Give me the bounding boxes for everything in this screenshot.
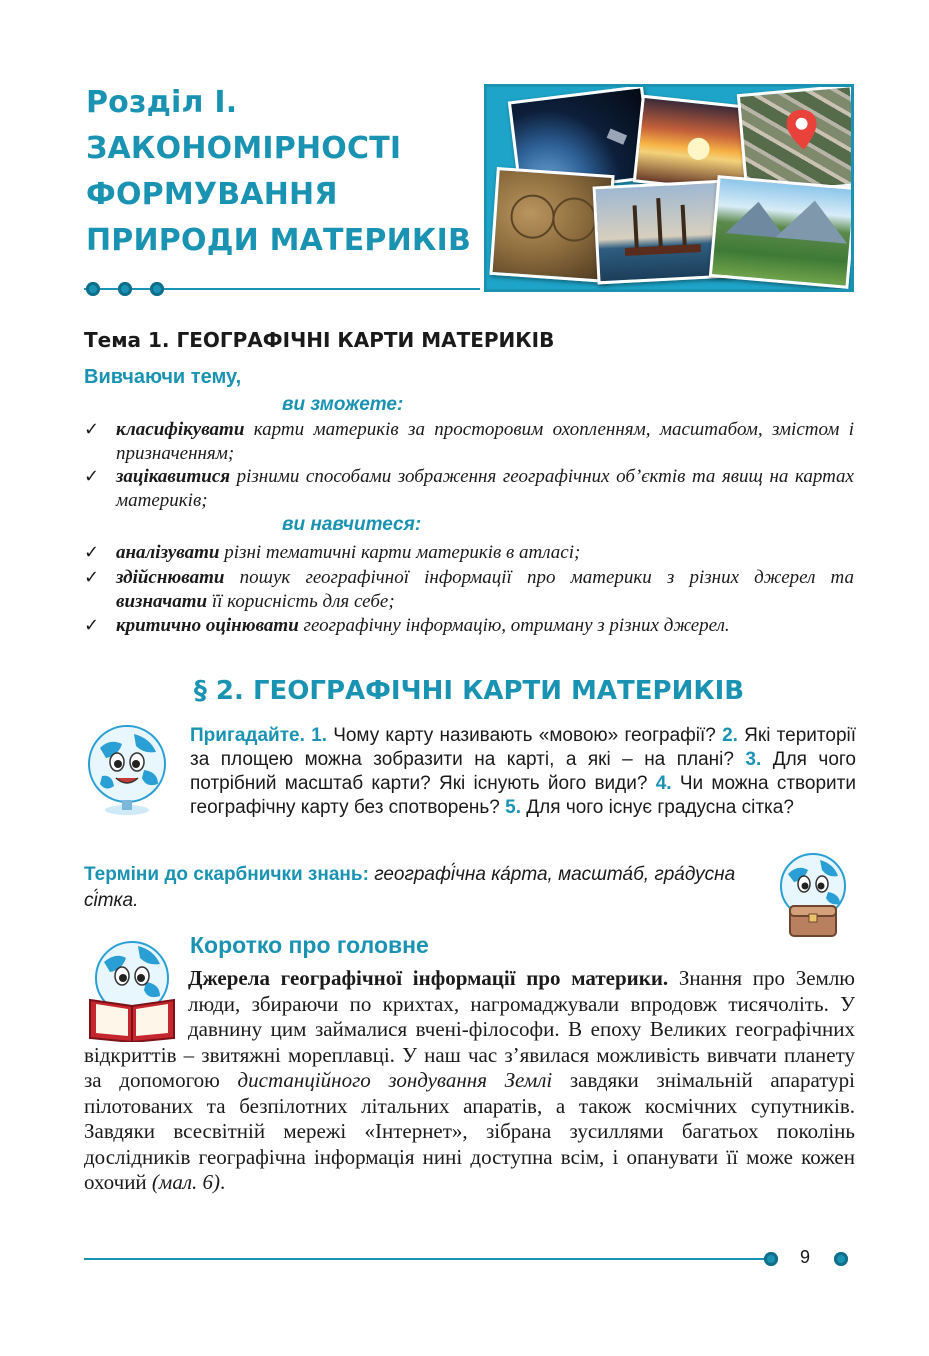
section-title-line: ЗАКОНОМІРНОСТІ — [86, 131, 402, 166]
question-number: 5. — [505, 797, 522, 818]
topic-prefix: Тема 1. — [84, 328, 170, 352]
question-number: 1. — [311, 725, 327, 746]
main-italic: дистанційного зондування Землі — [237, 1068, 553, 1092]
check-icon: ✓ — [84, 542, 100, 563]
question-text: Які території за площею можна зобразити на карті, а які – на плані? — [190, 725, 857, 770]
goal-item — [84, 465, 854, 512]
goal-text: пошук географічної інформації про материки з різних джерел та — [224, 567, 854, 588]
goal-verb: аналізувати — [116, 542, 220, 563]
goal-verb: здійснювати — [116, 567, 225, 588]
learn-label: ви навчитеся: — [282, 514, 422, 535]
page-number: 9 — [800, 1247, 811, 1267]
topic-title — [84, 328, 554, 352]
question-text: Чи можна створити географічну карту без спотворень? — [190, 773, 856, 818]
footer-divider — [84, 1258, 764, 1260]
goal-text: її корисність для себе; — [207, 590, 395, 612]
terms-list: географі́чна ка́рта, масшта́б, гра́дусна сі́тка. — [84, 864, 736, 911]
goal-verb: класифікувати — [116, 419, 245, 440]
goal-text: карти материків за просторовим охопленням, масштабом, змістом і призначенням; — [116, 419, 854, 464]
main-body: Знання про Землю люди, збираючи по крихтах, нагромаджували впродовж тисячоліть. У давнину цим займалися вчені-філософи. В епоху Великих географічних відкриттів – звитяжні мореплавці. У наш час з’явилася можливість вивчати планету за допомогою — [84, 966, 855, 1092]
mountain-valley-photo — [709, 175, 854, 289]
section-title-line: ПРИРОДИ МАТЕРИКІВ — [86, 223, 472, 258]
goal-text: різними способами зображення географічних об’єктів та явищ на картах материків; — [116, 466, 854, 511]
terms-box — [84, 862, 764, 914]
recall-label: Пригадайте. — [190, 725, 305, 746]
check-icon: ✓ — [84, 567, 100, 588]
divider-dot — [86, 282, 100, 296]
goal-verb: зацікавитися — [116, 466, 231, 487]
studying-label: Вивчаючи тему, — [84, 366, 242, 388]
question-text: Для чого існує градусна сітка? — [521, 797, 794, 818]
location-pin-icon — [785, 108, 818, 150]
main-body: . — [219, 1170, 226, 1194]
main-lead: Джерела географічної інформації про материки. — [188, 966, 669, 990]
brief-heading: Коротко про головне — [190, 932, 429, 958]
goal-text: різні тематичні карти материків в атласі; — [219, 542, 581, 563]
check-icon: ✓ — [84, 466, 100, 487]
question-text: Чому карту називають «мовою» географії? — [326, 725, 723, 746]
recall-questions — [190, 724, 856, 820]
divider-dot — [118, 282, 132, 296]
footer-dot — [764, 1252, 778, 1266]
check-icon: ✓ — [84, 615, 100, 636]
goal-text: географічну інформацію, отриману з різних джерел. — [298, 615, 730, 636]
title-divider — [84, 288, 480, 290]
question-text: Для чого потрібний масштаб карти? Які існують його види? — [190, 749, 856, 794]
can-label: ви зможете: — [282, 394, 404, 415]
photo-collage — [484, 84, 854, 292]
question-number: 4. — [655, 773, 672, 794]
section-title — [86, 80, 486, 264]
goal-item — [84, 614, 854, 638]
check-icon: ✓ — [84, 419, 100, 440]
terms-label: Терміни до скарбнички знань: — [84, 864, 369, 885]
goal-item — [84, 566, 854, 613]
text-wrap-spacer — [84, 966, 188, 1042]
footer-dot — [834, 1252, 848, 1266]
paragraph-heading: § 2. ГЕОГРАФІЧНІ КАРТИ МАТЕРИКІВ — [193, 676, 745, 706]
divider-dot — [150, 282, 164, 296]
question-number: 2. — [722, 725, 738, 746]
main-text — [84, 966, 855, 1196]
main-body: завдяки знімальній апаратурі пілотованих та безпілотних літальних апаратів, а також космічних супутників. Завдяки всесвітній мережі «Інтернет», зібрана зусиллями багатьох поколінь дослідників географічна інформація нині доступна всім, і опанувати її може кожен охочий — [84, 1068, 855, 1194]
goal-item — [84, 541, 854, 565]
section-title-line: Розділ І. — [86, 85, 238, 120]
question-number: 3. — [745, 749, 762, 770]
goal-verb: критично оцінювати — [116, 615, 299, 636]
globe-mascot-icon — [84, 722, 170, 818]
section-title-line: ФОРМУВАННЯ — [86, 177, 338, 212]
goal-item — [84, 418, 854, 465]
figure-reference: (мал. 6) — [151, 1170, 220, 1194]
globe-mascot-chest-icon — [770, 850, 856, 942]
topic-name: ГЕОГРАФІЧНІ КАРТИ МАТЕРИКІВ — [176, 328, 555, 352]
goal-verb: визначати — [116, 590, 208, 612]
